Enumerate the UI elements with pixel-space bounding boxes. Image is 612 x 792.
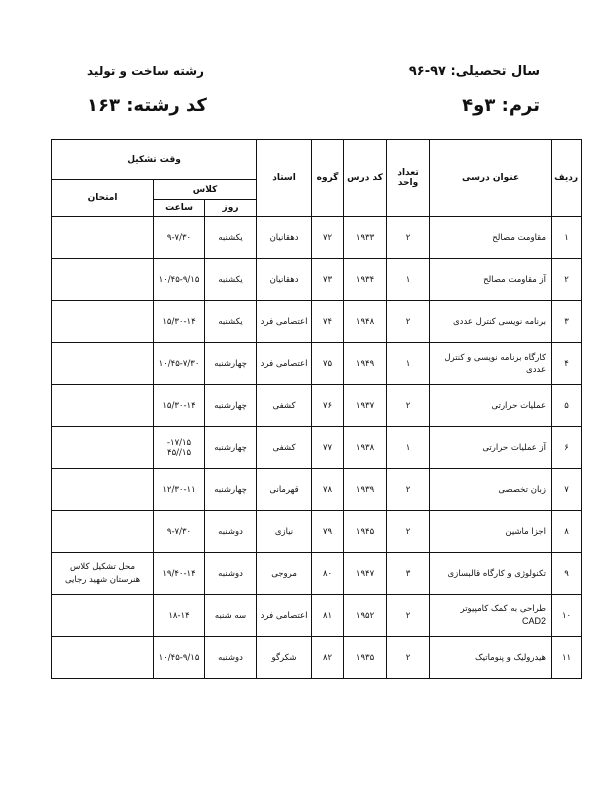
cell-instructor: کشفی — [257, 385, 312, 427]
cell-title — [430, 427, 552, 469]
cell-code: ۱۹۴۹ — [344, 343, 387, 385]
header-course-code: کد درس — [344, 140, 387, 217]
header-instructor: استاد — [257, 140, 312, 217]
cell-code: ۱۹۳۵ — [344, 637, 387, 679]
cell-exam — [52, 595, 154, 637]
table-row — [52, 343, 582, 385]
header-group: گروه — [312, 140, 344, 217]
cell-instructor: اعتصامی فرد — [257, 595, 312, 637]
cell-day: یکشنبه — [205, 301, 257, 343]
cell-group: ۸۱ — [312, 595, 344, 637]
cell-code: ۱۹۴۵ — [344, 511, 387, 553]
cell-no: ۴ — [552, 343, 582, 385]
table-row — [52, 301, 582, 343]
cell-units: ۲ — [387, 385, 430, 427]
cell-exam — [52, 385, 154, 427]
cell-title — [430, 469, 552, 511]
cell-title — [430, 595, 552, 637]
course-title-text: کارگاه برنامه نویسی و کنترل عددی — [444, 352, 547, 375]
cell-code: ۱۹۳۷ — [344, 385, 387, 427]
cell-day: دوشنبه — [205, 553, 257, 595]
cell-no: ۱۱ — [552, 637, 582, 679]
cell-title — [430, 511, 552, 553]
cell-code: ۱۹۳۴ — [344, 259, 387, 301]
header-units: تعداد واحد — [387, 140, 430, 217]
cell-group: ۷۷ — [312, 427, 344, 469]
term-label: ترم: ۳و۴ — [462, 95, 540, 116]
cell-day: چهارشنبه — [205, 427, 257, 469]
field-name: رشته ساخت و تولید — [87, 64, 204, 78]
cell-day: چهارشنبه — [205, 469, 257, 511]
cell-instructor: اعتصامی فرد — [257, 343, 312, 385]
cell-units: ۲ — [387, 595, 430, 637]
table-row — [52, 385, 582, 427]
cell-title — [430, 259, 552, 301]
cell-units: ۲ — [387, 217, 430, 259]
cell-day: یکشنبه — [205, 217, 257, 259]
header-day: روز — [205, 200, 257, 217]
table-row — [52, 259, 582, 301]
cell-no: ۹ — [552, 553, 582, 595]
course-title-text: اجزا ماشین — [505, 526, 547, 537]
cell-units: ۱ — [387, 427, 430, 469]
table-row — [52, 553, 582, 595]
course-title-text: مقاومت مصالح — [492, 232, 547, 243]
cell-group: ۷۸ — [312, 469, 344, 511]
cell-no: ۱ — [552, 217, 582, 259]
cell-code: ۱۹۳۹ — [344, 469, 387, 511]
course-schedule-table — [51, 139, 582, 679]
cell-time: ۹-۷/۳۰ — [154, 511, 205, 553]
cell-units: ۲ — [387, 511, 430, 553]
cell-no: ۳ — [552, 301, 582, 343]
cell-units: ۳ — [387, 553, 430, 595]
cell-group: ۷۳ — [312, 259, 344, 301]
header-exam: امتحان — [52, 180, 154, 217]
cell-no: ۷ — [552, 469, 582, 511]
cell-exam — [52, 427, 154, 469]
course-title-text: برنامه نویسی کنترل عددی — [453, 316, 547, 327]
cell-title — [430, 553, 552, 595]
cell-units: ۱ — [387, 259, 430, 301]
cell-exam — [52, 217, 154, 259]
cell-code: ۱۹۴۸ — [344, 301, 387, 343]
cell-exam — [52, 637, 154, 679]
cell-title — [430, 385, 552, 427]
cell-exam — [52, 343, 154, 385]
cell-group: ۸۲ — [312, 637, 344, 679]
course-title-text: زبان تخصصی — [498, 484, 547, 495]
field-code: کد رشته: ۱۶۳ — [87, 95, 207, 116]
cell-title — [430, 217, 552, 259]
course-title-text: طراحی به کمک کامپیوتر — [460, 604, 547, 614]
cell-time: ۱۸-۱۴ — [154, 595, 205, 637]
cell-group: ۷۶ — [312, 385, 344, 427]
header-course-title: عنوان درسی — [430, 140, 552, 217]
header-schedule: وقت تشکیل — [52, 140, 257, 180]
table-row — [52, 637, 582, 679]
table-row — [52, 469, 582, 511]
academic-year: سال تحصیلی: ۹۷-۹۶ — [408, 64, 540, 79]
course-title-text: تکنولوژی و کارگاه قالبسازی — [447, 568, 547, 579]
course-title-text: عملیات حرارتی — [491, 400, 547, 411]
table-row — [52, 427, 582, 469]
cell-time: ۱۵/۳۰-۱۴ — [154, 385, 205, 427]
cell-instructor: دهقانیان — [257, 217, 312, 259]
cell-group: ۷۲ — [312, 217, 344, 259]
cell-exam — [52, 301, 154, 343]
course-title-text: آز مقاومت مصالح — [483, 274, 547, 285]
cell-instructor: نیازی — [257, 511, 312, 553]
header-time: ساعت — [154, 200, 205, 217]
cell-exam — [52, 469, 154, 511]
cell-no: ۱۰ — [552, 595, 582, 637]
cell-units: ۲ — [387, 637, 430, 679]
cell-day: چهارشنبه — [205, 385, 257, 427]
cell-time: ۱۰/۴۵-۷/۳۰ — [154, 343, 205, 385]
cell-group: ۷۴ — [312, 301, 344, 343]
cell-group: ۸۰ — [312, 553, 344, 595]
header-class: کلاس — [154, 180, 257, 200]
header-row-no: ردیف — [552, 140, 582, 217]
cell-units: ۲ — [387, 469, 430, 511]
cell-time: ۱۰/۴۵-۹/۱۵ — [154, 259, 205, 301]
table-row — [52, 595, 582, 637]
cell-no: ۶ — [552, 427, 582, 469]
cell-exam — [52, 259, 154, 301]
course-title-text: هیدرولیک و پنوماتیک — [475, 652, 547, 663]
cell-time: ۱۹/۴۰-۱۴ — [154, 553, 205, 595]
cell-group: ۷۵ — [312, 343, 344, 385]
cell-time: ۱۰/۴۵-۹/۱۵ — [154, 637, 205, 679]
cell-day: دوشنبه — [205, 637, 257, 679]
cell-time: ۱۷/۱۵- ۱۵//۴۵ — [154, 427, 205, 469]
table-row — [52, 217, 582, 259]
cell-code: ۱۹۴۷ — [344, 553, 387, 595]
table-row — [52, 511, 582, 553]
cell-no: ۵ — [552, 385, 582, 427]
cell-instructor: دهقانیان — [257, 259, 312, 301]
cell-instructor: قهرمانی — [257, 469, 312, 511]
cell-title — [430, 301, 552, 343]
cell-day: یکشنبه — [205, 259, 257, 301]
cell-group: ۷۹ — [312, 511, 344, 553]
cell-code: ۱۹۵۲ — [344, 595, 387, 637]
cell-units: ۲ — [387, 301, 430, 343]
cell-time: ۹-۷/۳۰ — [154, 217, 205, 259]
cell-instructor: شکرگو — [257, 637, 312, 679]
cell-time: ۱۲/۳۰-۱۱ — [154, 469, 205, 511]
cell-title — [430, 637, 552, 679]
cell-code: ۱۹۳۸ — [344, 427, 387, 469]
cell-instructor: مروجی — [257, 553, 312, 595]
cell-exam — [52, 511, 154, 553]
cell-exam: محل تشکیل کلاس هنرستان شهید رجایی — [52, 553, 154, 595]
cell-day: سه شنبه — [205, 595, 257, 637]
cell-units: ۱ — [387, 343, 430, 385]
cell-no: ۸ — [552, 511, 582, 553]
cell-instructor: اعتصامی فرد — [257, 301, 312, 343]
cell-instructor: کشفی — [257, 427, 312, 469]
cell-day: دوشنبه — [205, 511, 257, 553]
cell-no: ۲ — [552, 259, 582, 301]
cell-title — [430, 343, 552, 385]
cell-day: چهارشنبه — [205, 343, 257, 385]
cell-time: ۱۵/۳۰-۱۴ — [154, 301, 205, 343]
cell-code: ۱۹۳۳ — [344, 217, 387, 259]
course-title-text: آز عملیات حرارتی — [482, 442, 547, 453]
course-title-extra: CAD2 — [522, 616, 547, 626]
